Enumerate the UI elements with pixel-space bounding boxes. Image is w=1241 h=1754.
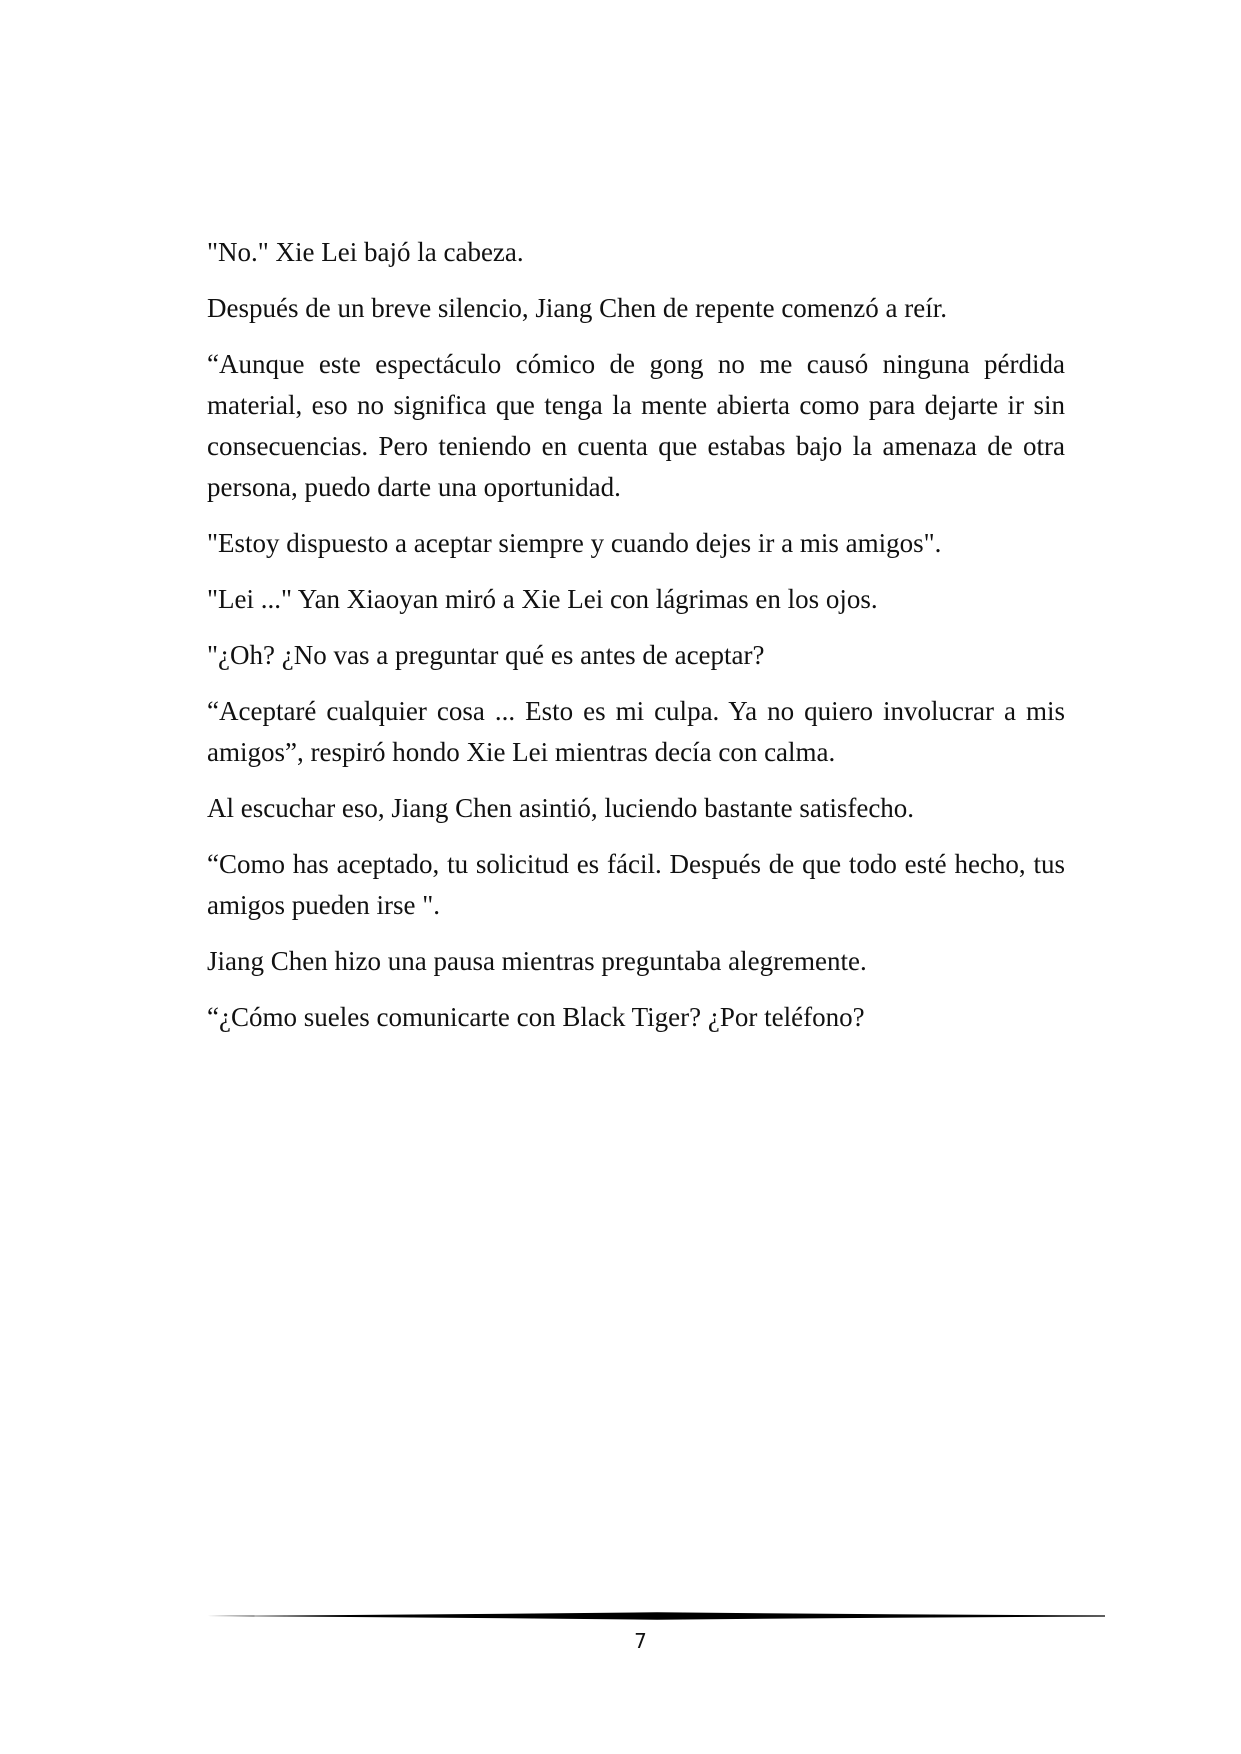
paragraph: “Aceptaré cualquier cosa ... Esto es mi culpa. Ya no quiero involucrar a mis amigos”, respiró hondo Xie Lei mientras decía con calma. xyxy=(207,696,1065,767)
paragraph: "¿Oh? ¿No vas a preguntar qué es antes de aceptar? xyxy=(207,640,765,670)
paragraph: Al escuchar eso, Jiang Chen asintió, luciendo bastante satisfecho. xyxy=(207,793,915,823)
paragraph: "Estoy dispuesto a aceptar siempre y cuando dejes ir a mis amigos". xyxy=(207,528,942,558)
body-text xyxy=(207,232,1065,1053)
paragraph: “Como has aceptado, tu solicitud es fácil. Después de que todo esté hecho, tus amigos pueden irse ". xyxy=(207,849,1065,920)
paragraph: "Lei ..." Yan Xiaoyan miró a Xie Lei con lágrimas en los ojos. xyxy=(207,584,878,614)
footer-divider xyxy=(207,1610,1105,1622)
paragraph: “¿Cómo sueles comunicarte con Black Tiger? ¿Por teléfono? xyxy=(207,1002,865,1032)
paragraph: Jiang Chen hizo una pausa mientras preguntaba alegremente. xyxy=(207,946,867,976)
paragraph: "No." Xie Lei bajó la cabeza. xyxy=(207,237,524,267)
paragraph: “Aunque este espectáculo cómico de gong no me causó ninguna pérdida material, eso no significa que tenga la mente abierta como para dejarte ir sin consecuencias. Pero teniendo en cuenta que estabas bajo la amenaza de otra persona, puedo darte una oportunidad. xyxy=(207,349,1065,502)
paragraph: Después de un breve silencio, Jiang Chen de repente comenzó a reír. xyxy=(207,293,947,323)
page-number: 7 xyxy=(634,1629,647,1653)
